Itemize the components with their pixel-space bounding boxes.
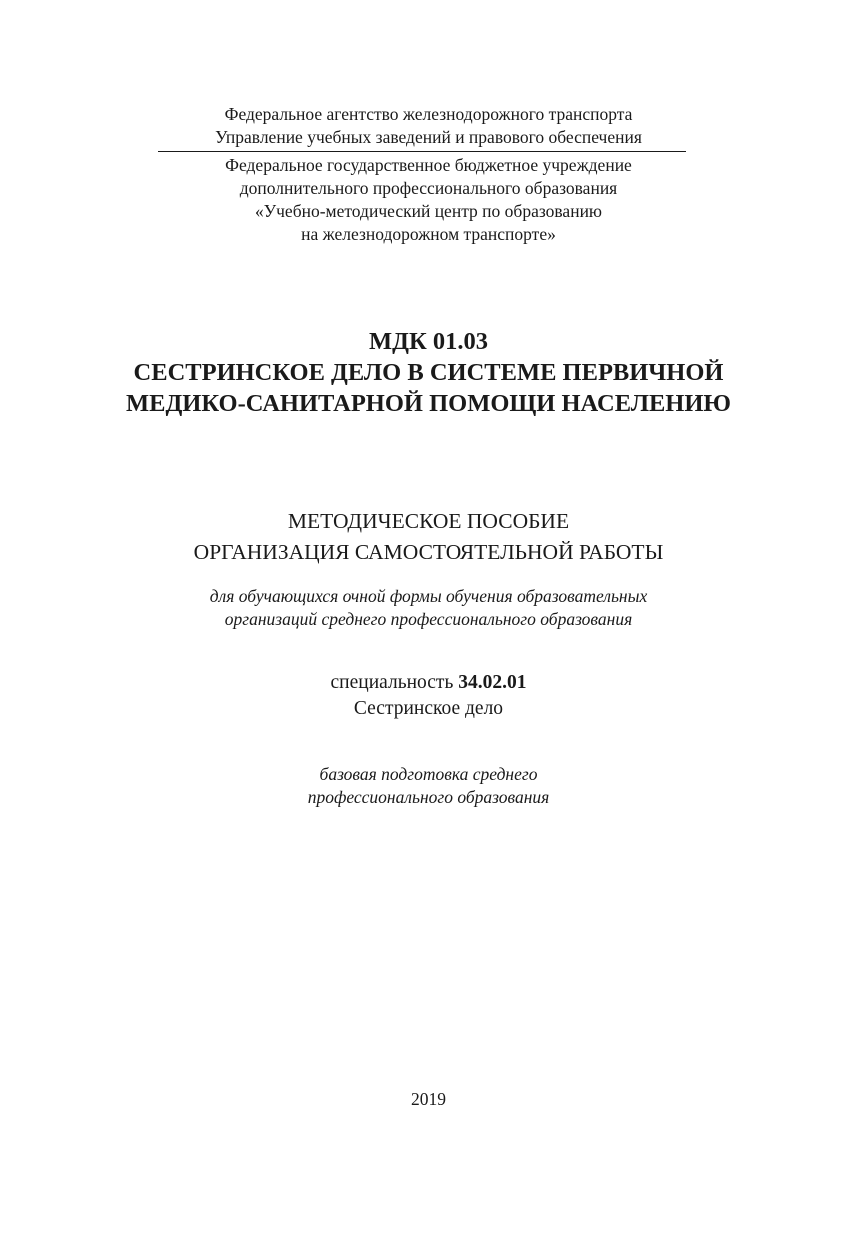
specialty-label: специальность [330, 672, 454, 693]
course-title-line: СЕСТРИНСКОЕ ДЕЛО В СИСТЕМЕ ПЕРВИЧНОЙ [133, 359, 724, 386]
institution-line: «Учебно-методический центр по образованию [254, 201, 603, 221]
document-type: МЕТОДИЧЕСКОЕ ПОСОБИЕ [287, 509, 570, 533]
course-code: МДК 01.03 [369, 328, 488, 355]
level-line: базовая подготовка среднего [319, 764, 538, 784]
education-level [0, 763, 857, 809]
document-subtitle [0, 506, 857, 568]
year-text: 2019 [411, 1089, 446, 1109]
document-title [0, 326, 857, 419]
institution-line: Федеральное государственное бюджетное учреждение [225, 155, 632, 175]
institution-header [0, 154, 857, 246]
agency-header [0, 103, 857, 149]
specialty-block [0, 670, 857, 722]
audience-line: организаций среднего профессионального образования [224, 609, 633, 629]
course-title-line: МЕДИКО-САНИТАРНОЙ ПОМОЩИ НАСЕЛЕНИЮ [125, 390, 732, 417]
header-divider [158, 151, 686, 152]
target-audience [0, 585, 857, 631]
agency-line: Федеральное агентство железнодорожного транспорта [224, 104, 633, 124]
specialty-code: 34.02.01 [458, 672, 527, 693]
specialty-code-line [0, 670, 857, 696]
audience-line: для обучающихся очной формы обучения образовательных [209, 586, 648, 606]
institution-line: дополнительного профессионального образования [239, 178, 618, 198]
specialty-name: Сестринское дело [353, 698, 504, 719]
institution-line: на железнодорожном транспорте» [301, 224, 556, 244]
level-line: профессионального образования [307, 787, 550, 807]
publication-year [0, 1088, 857, 1111]
department-line: Управление учебных заведений и правового обеспечения [215, 127, 642, 147]
document-topic: ОРГАНИЗАЦИЯ САМОСТОЯТЕЛЬНОЙ РАБОТЫ [193, 540, 664, 564]
